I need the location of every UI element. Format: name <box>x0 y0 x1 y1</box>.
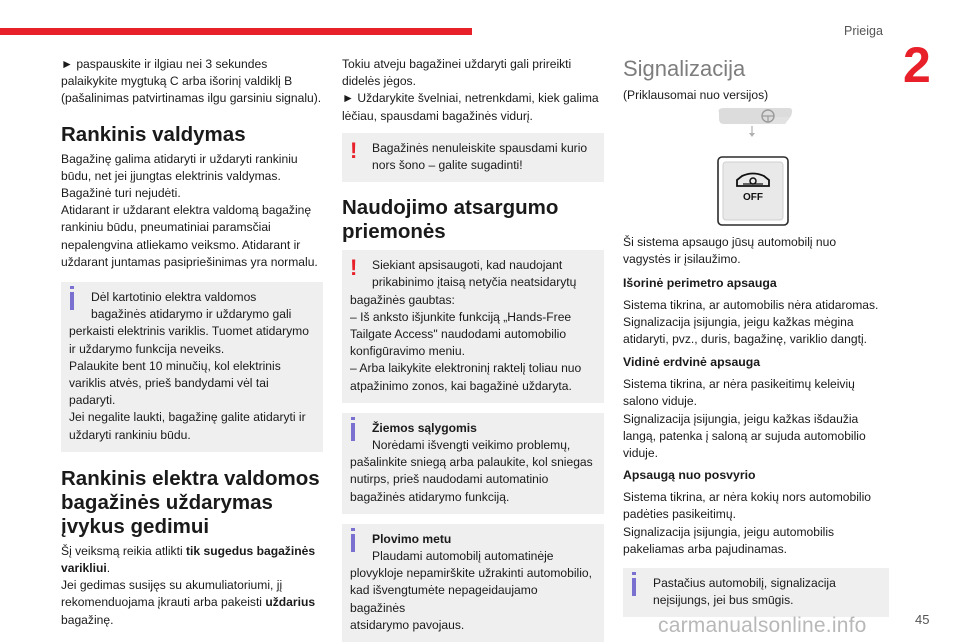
alarm-intro: Ši sistema apsaugo jūsų automobilį nuo vagystės ir įsilaužimo. <box>623 235 837 267</box>
heading-alarm: Signalizacija <box>623 56 746 81</box>
info-icon <box>632 578 636 596</box>
warning-box-sides: ! Bagažinės nenuleiskite spausdami kurio nors šono – galite sugadinti! <box>342 133 604 182</box>
warning-box-towing: ! Siekiant apsisaugoti, kad naudojant prikabinimo įtaisą netyčia neatsidarytų bagažinės gaubtas: – Iš anksto išjunkite funkciją „Hands-Free Tailgate Access" naudodami automobilio konfigūravimo meniu. – Arba laikykite elektroninį raktelį toliau nuo atpažinimo zonos, kai bagažinė uždaryta. <box>342 250 604 403</box>
column-3 <box>623 56 889 617</box>
perimeter-paragraph: Sistema tikrina, ar automobilis nėra atidaromas. Signalizacija įsijungia, jeigu kažkas mėgina atidaryti, pvz., duris, bagažinę, variklio dangtį. <box>623 297 879 347</box>
header-accent-bar <box>0 28 472 35</box>
interior-paragraph: Sistema tikrina, ar nėra pasikeitimų keleivių salono viduje. Signalizacija įsijungia, jeigu kažkas išdaužia langą, patenka į saloną ar sujuda automobilio viduje. <box>623 377 866 461</box>
info-box-impact: Pastačius automobilį, signalizacija neįsijungs, jei bus smūgis. <box>623 568 889 617</box>
failure-paragraph: Šį veiksmą reikia atlikti tik sugedus bagažinės varikliui. Jei gedimas susijęs su akumuliatoriumi, jį rekomenduojama įkrauti arba pakeisti uždarius bagažinę. <box>61 543 316 627</box>
info-icon <box>70 292 74 310</box>
info-icon <box>351 534 355 552</box>
heading-failure-closing: Rankinis elektra valdomos bagažinės uždarymas įvykus gedimui <box>61 466 320 538</box>
intro-paragraph-2: Tokiu atveju bagažinei uždaryti gali prireikti didelės jėgos. ► Uždarykite švelniai, netrenkdami, kiek galima lėčiau, spausdami bagažinės vidurį. <box>342 57 599 123</box>
heading-perimeter: Išorinė perimetro apsauga <box>623 275 777 290</box>
manual-paragraph: Bagažinę galima atidaryti ir uždaryti rankiniu būdu, net jei įjungtas elektrinis valdymas. Bagažinė turi nejudėti. Atidarant ir uždarant elektra valdomą bagažinę rankiniu būdu, pneumatiniai paramsčiai nepalengvina atliekamo veiksmo. Atidarant ir uždarant juntamas pasipriešinimas yra normalu. <box>61 151 318 269</box>
warning-icon: ! <box>350 137 358 163</box>
off-label: OFF <box>743 192 763 204</box>
intro-paragraph: ► paspauskite ir ilgiau nei 3 sekundes palaikykite mygtuką C arba išorinį valdiklį B (pašalinimas patvirtinamas ilgu garsiniu signalu). <box>61 57 322 106</box>
info-box-washing: Plovimo metu Plaudami automobilį automatinėje plovykloje nepamirškite užrakinti automobilio, kad išvengtumėte nepageidaujamo bagažinės atsidarymo pavojaus. <box>342 524 604 642</box>
alarm-button-diagram <box>623 104 889 228</box>
chapter-number: 2 <box>903 37 931 93</box>
page-number: 45 <box>915 612 930 627</box>
alarm-illustration <box>623 104 889 228</box>
heading-tilt: Apsaugą nuo posvyrio <box>623 468 756 483</box>
tilt-paragraph: Sistema tikrina, ar nėra kokių nors automobilio padėties pasikeitimų. Signalizacija įsijungia, jeigu automobilis pakeliamas arba pajudinamas. <box>623 490 872 556</box>
info-box-winter: Žiemos sąlygomis Norėdami išvengti veikimo problemų, pašalinkite sniegą arba palaukite, kol sniegas nutirps, prieš naudodami automatinio bagažinės atidarymo funkciją. <box>342 413 604 514</box>
section-title: Prieiga <box>844 24 883 38</box>
info-box-overheat: Dėl kartotinio elektra valdomos bagažinės atidarymo ir uždarymo gali perkaisti elektrinis variklis. Tuomet atidarymo ir uždarymo funkcija neveiks. Palaukite bent 10 minučių, kol elektrinis variklis atvės, prieš bandydami vėl tai padaryti. Jei negalite laukti, bagažinę galite atidaryti ir uždaryti rankiniu būdu. <box>61 282 323 452</box>
heading-manual-control: Rankinis valdymas <box>61 122 246 146</box>
heading-precautions: Naudojimo atsargumo priemonės <box>342 196 559 244</box>
watermark: carmanualsonline.info <box>658 614 867 637</box>
info-icon <box>351 423 355 441</box>
warning-icon: ! <box>350 255 358 281</box>
column-2 <box>342 56 604 642</box>
column-1 <box>61 56 323 629</box>
version-note: (Priklausomai nuo versijos) <box>623 88 769 102</box>
heading-interior: Vidinė erdvinė apsauga <box>623 355 761 370</box>
